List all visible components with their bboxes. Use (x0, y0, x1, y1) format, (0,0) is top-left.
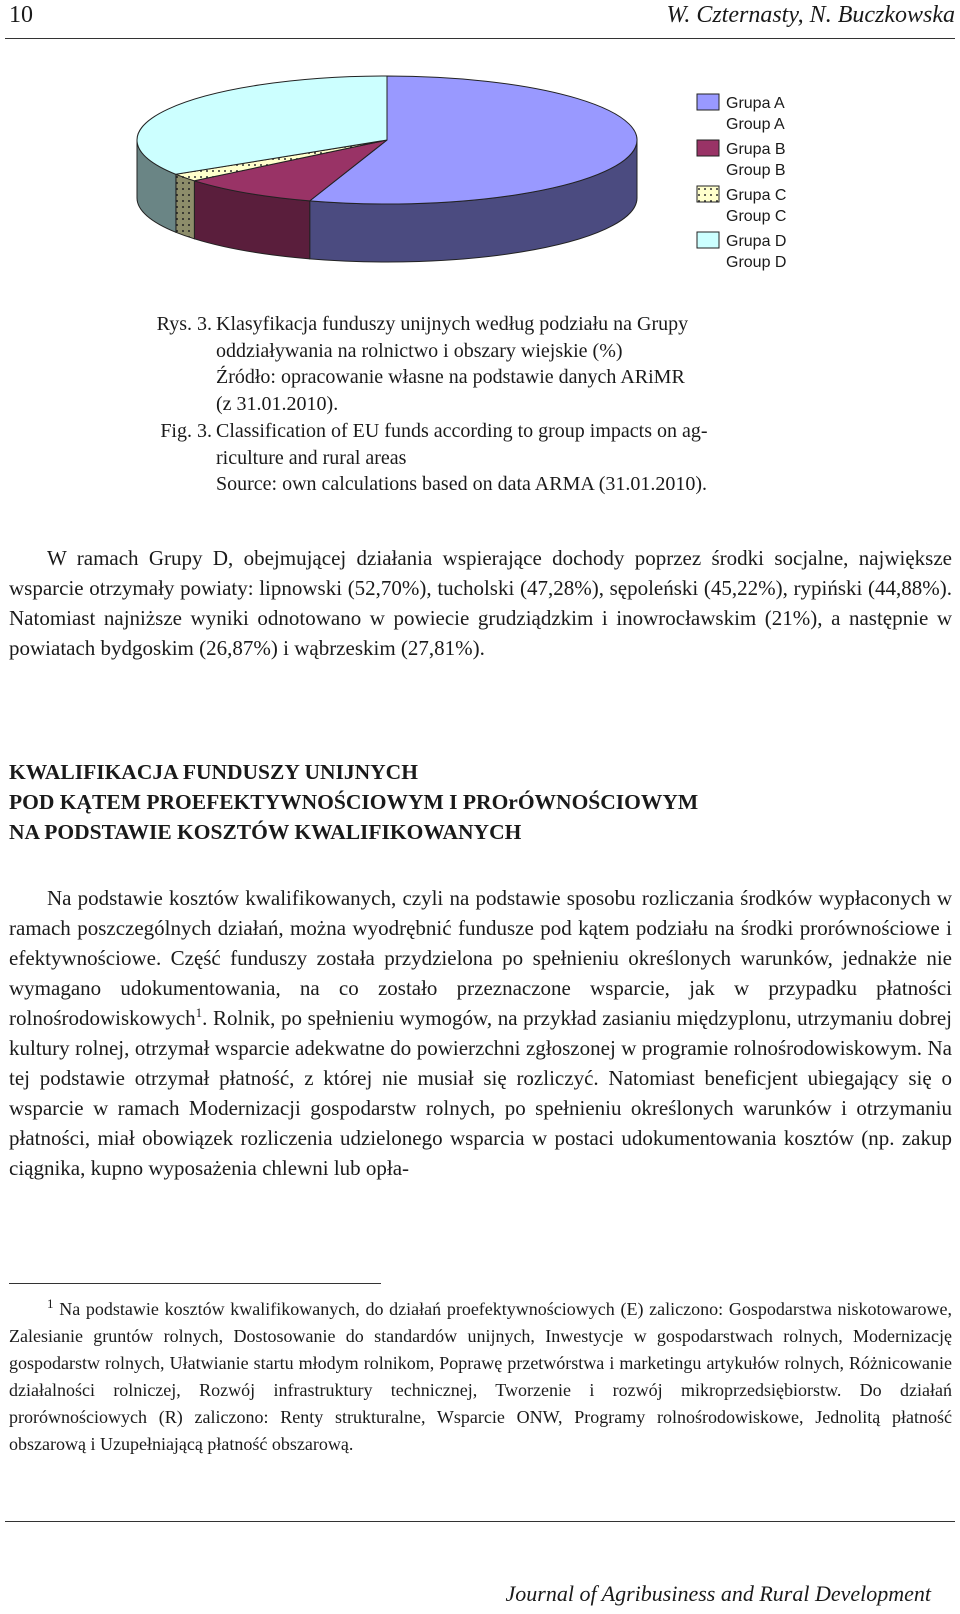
caption-line: Classification of EU funds according to group impacts on ag- (216, 420, 708, 442)
legend-label: Group B (726, 162, 786, 179)
footer-rule (5, 1521, 955, 1522)
pie-slice-side-c (176, 174, 194, 239)
legend-label: Grupa A (726, 95, 785, 112)
caption-line: Source: own calculations based on data ARMA (31.01.2010). (216, 473, 708, 495)
figure-label-en: Fig. 3. (160, 420, 212, 442)
caption-line: Klasyfikacja funduszy unijnych według podziału na Grupy (216, 313, 689, 335)
caption-line: riculture and rural areas (216, 446, 407, 469)
caption-line: oddziaływania na rolnictwo i obszary wiejskie (%) (216, 339, 623, 362)
caption-line: (z 31.01.2010). (216, 392, 339, 415)
paragraph-text: . Rolnik, po spełnieniu wymogów, na przykład zasianiu międzyplonu, utrzymaniu dobrej kultury rolnej, otrzymał wsparcie adekwatne do powierzchni zgłoszonej w programie rolnośrodowiskowym. Na tej podstawie otrzymał płatność, z której nie musiał się rozliczyć. Natomiast beneficjent ubiegający się o wsparcie w ramach Modernizacji gospodarstw rolnych, po spełnieniu określonych warunków i otrzymaniu płatności, miał obowiązek rozliczenia udzielonego wsparcia w postaci udokumentowania kosztów (np. zakup ciągnika, kupno wyposażenia chlewni lub opła- (9, 1006, 952, 1180)
legend-label: Grupa C (726, 187, 787, 204)
legend-label: Grupa D (726, 233, 787, 250)
journal-name: Journal of Agribusiness and Rural Development (505, 1581, 931, 1606)
footnote-reference: 1 (195, 1005, 203, 1020)
header-rule (5, 38, 955, 39)
legend-label: Group C (726, 208, 787, 225)
body-paragraph (9, 883, 952, 1183)
pie-chart (0, 60, 960, 300)
legend-label: Group A (726, 116, 785, 133)
footnote (9, 1296, 952, 1458)
footnote-rule (9, 1283, 381, 1284)
paragraph-text: Na podstawie kosztów kwalifikowanych, czyli na podstawie sposobu rozliczania środków wypłaconych w ramach poszczególnych działań, można wyodrębnić fundusze pod kątem podziału na środki prorównościowe i efektywnościowe. Część funduszy została przydzielona po spełnieniu określonych warunków, jednakże nie wymagano udokumentowania, na co zostało przeznaczone wsparcie, jak w przypadku płatności rolnośrodowiskowych (9, 886, 952, 1030)
figure-caption-pl (216, 311, 822, 417)
legend-swatch-b (697, 140, 719, 156)
legend-label: Grupa B (726, 141, 786, 158)
figure-caption-en (216, 418, 822, 498)
footnote-mark: 1 (47, 1296, 54, 1311)
legend-swatch-a (697, 94, 719, 110)
heading-line: POD KĄTEM PROEFEKTYWNOŚCIOWYM I PROrÓWNOŚCIOWYM (9, 790, 699, 814)
footnote-text: Na podstawie kosztów kwalifikowanych, do działań proefektywnościowych (E) zaliczono: Gospodarstwa niskotowarowe, Zalesianie gruntów rolnych, Dostosowanie do standardów unijnych, Inwestycje w gospodarstwach rolnych, Modernizację gospodarstw rolnych, Ułatwianie startu młodym rolnikom, Poprawę przetwórstwa i marketingu artykułów rolnych, Różnicowanie działalności rolniczej, Rozwój infrastruktury technicznej, Tworzenie i rozwój mikroprzedsiębiorstw. Do działań prorównościowych (R) zaliczono: Renty strukturalne, Wsparcie ONW, Programy rolnośrodowiskowe, Jednolitą płatność obszarową i Uzupełniającą płatność obszarową. (9, 1299, 952, 1454)
page-number: 10 (9, 2, 33, 28)
figure-label-pl: Rys. 3. (156, 313, 212, 335)
legend-swatch-d (697, 232, 719, 248)
legend-label: Group D (726, 254, 787, 271)
body-paragraph (9, 543, 952, 663)
section-heading (9, 757, 698, 847)
paragraph-text: W ramach Grupy D, obejmującej działania wspierające dochody poprzez środki socjalne, największe wsparcie otrzymały powiaty: lipnowski (52,70%), tucholski (47,28%), sępoleński (45,22%), rypiński (44,88%). Natomiast najniższe wyniki odnotowano w powiecie grudziądzkim i inowrocławskim (21%), a następnie w powiatach bydgoskim (26,87%) i wąbrzeskim (27,81%). (9, 546, 952, 660)
caption-line: Źródło: opracowanie własne na podstawie danych ARiMR (216, 366, 685, 388)
legend-swatch-c (697, 186, 719, 202)
heading-line: KWALIFIKACJA FUNDUSZY UNIJNYCH (9, 760, 418, 784)
heading-line: NA PODSTAWIE KOSZTÓW KWALIFIKOWANYCH (9, 820, 522, 844)
running-header-authors: W. Czternasty, N. Buczkowska (666, 2, 955, 28)
